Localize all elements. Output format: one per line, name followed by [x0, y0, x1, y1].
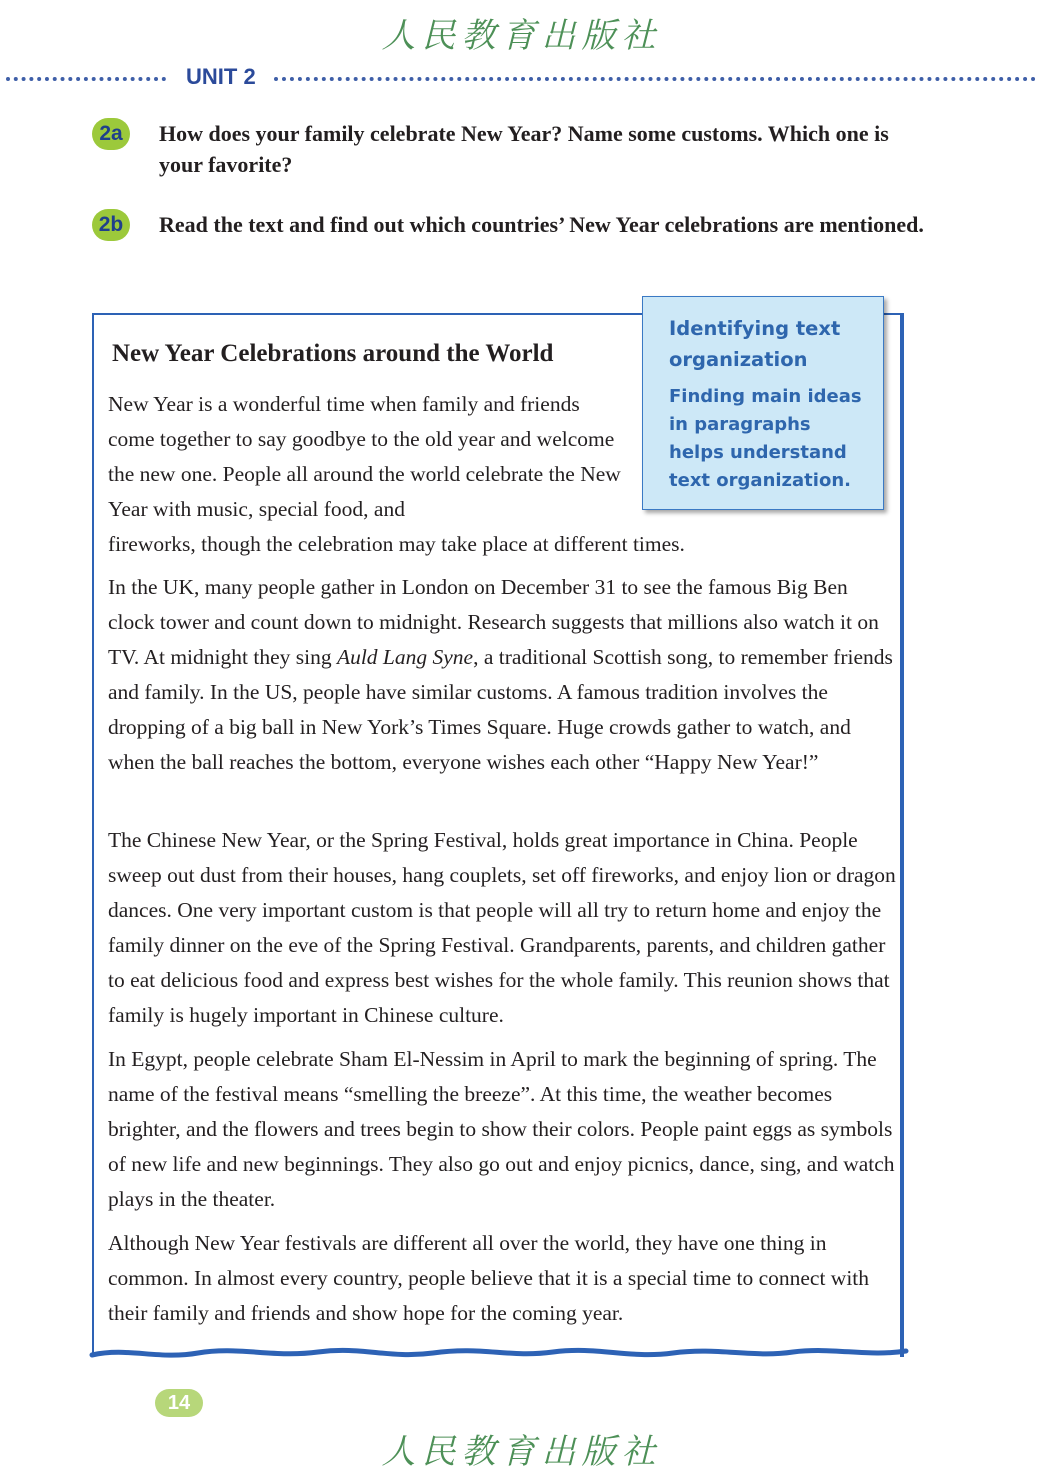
task-2a-prompt: How does your family celebrate New Year? Name some customs. Which one is your favorite? — [159, 121, 889, 177]
publisher-watermark-top: 人民教育出版社 — [381, 16, 662, 56]
unit-header — [0, 64, 1043, 94]
tip-title: Identifying text organization — [669, 317, 841, 371]
paragraph-intro-wrapped: New Year is a wonderful time when family and friends come together to say goodbye to the old year and welcome the new one. People all around the world celebrate the New Year with music, special food, and — [108, 392, 621, 521]
tip-body: Finding main ideas in paragraphs helps understand text organization. — [669, 386, 862, 491]
reading-strategy-tip — [642, 296, 884, 510]
paragraph-intro-end: fireworks, though the celebration may take place at different times. — [108, 532, 685, 556]
page-number: 14 — [155, 1389, 203, 1417]
article-title: New Year Celebrations around the World — [112, 340, 554, 367]
unit-label: UNIT 2 — [186, 64, 256, 89]
paragraph-china: The Chinese New Year, or the Spring Festival, holds great importance in China. People sweep out dust from their houses, hang couplets, set off fireworks, and enjoy lion or dragon dances. One very important custom is that people will all try to return home and enjoy the family dinner on the eve of the Spring Festival. Grandparents, parents, and children gather to eat delicious food and express best wishes for the whole family. This reunion shows that family is hugely important in Chinese culture. — [108, 828, 896, 1027]
paragraph-egypt: In Egypt, people celebrate Sham El-Nessim in April to mark the beginning of spring. The name of the festival means “smelling the breeze”. At this time, the weather becomes brighter, and the flowers and trees begin to show their colors. People paint eggs as symbols of new life and new beginnings. They also go out and enjoy picnics, dance, sing, and watch plays in the theater. — [108, 1047, 895, 1211]
paragraph-uk-us-part1: In the UK, many people gather in London on December 31 to see the famous Big Ben clock tower and count down to midnight. Research suggests that millions also watch it on TV. At midnight they sing — [108, 575, 879, 669]
paragraph-uk-us-part2: , a traditional Scottish song, to remember friends and family. In the US, people have similar customs. A famous tradition involves the dropping of a big ball in New York’s Times Square. Huge crowds gather to watch, and when the ball reaches the bottom, everyone wishes each other “Happy New Year!” — [108, 645, 893, 774]
paragraph-conclusion: Although New Year festivals are different all over the world, they have one thing in common. In almost every country, people believe that it is a special time to connect with their family and friends and show hope for the coming year. — [108, 1231, 870, 1325]
task-2b-prompt: Read the text and find out which countries’ New Year celebrations are mentioned. — [159, 212, 924, 237]
wavy-bottom-border — [88, 1340, 910, 1366]
publisher-watermark-bottom: 人民教育出版社 — [381, 1432, 662, 1472]
task-badge-2a: 2a — [92, 118, 130, 150]
task-badge-2b: 2b — [92, 209, 130, 241]
song-title: Auld Lang Syne — [336, 645, 474, 669]
paragraph-uk-us — [108, 570, 898, 780]
dotted-rule-left — [6, 77, 166, 81]
dotted-rule-right — [274, 77, 1036, 81]
